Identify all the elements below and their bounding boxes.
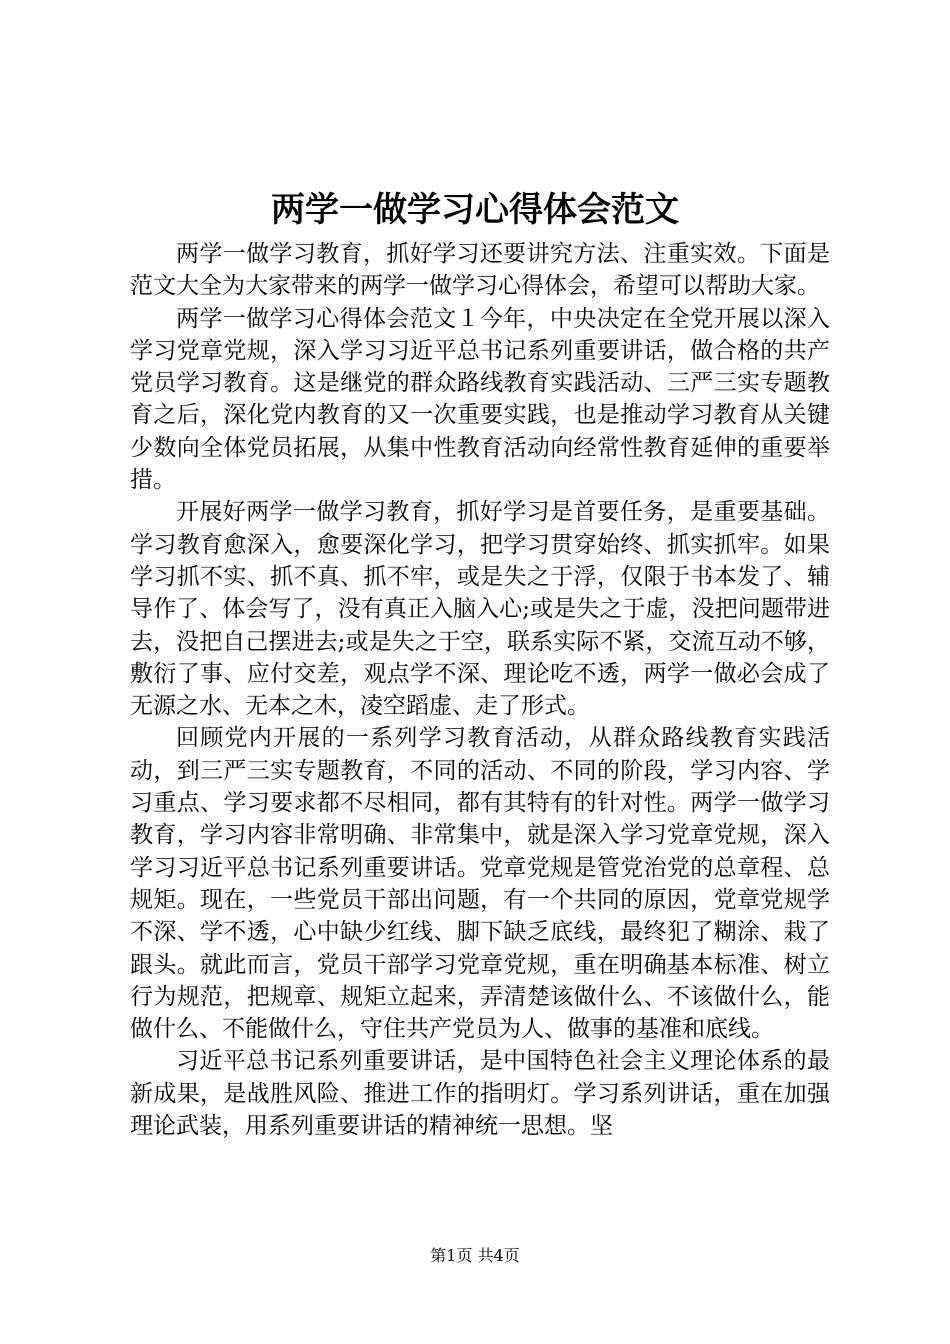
body-paragraph: 习近平总书记系列重要讲话，是中国特色社会主义理论体系的最新成果，是战胜风险、推进工作的指明灯。学习系列讲话，重在加强理论武装，用系列重要讲话的精神统一思想。坚 — [130, 1048, 830, 1140]
page-number-footer: 第1页 共4页 — [430, 1246, 520, 1265]
body-paragraph: 回顾党内开展的一系列学习教育活动，从群众路线教育实践活动，到三严三实专题教育，不同的活动、不同的阶段，学习内容、学习重点、学习要求都不尽相同，都有其特有的针对性。两学一做学习教育，学习内容非常明确、非常集中，就是深入学习党章党规，深入学习习近平总书记系列重要讲话。党章党规是管党治党的总章程、总规矩。现在，一些党员干部出问题，有一个共同的原因，党章党规学不深、学不透，心中缺少红线、脚下缺乏底线，最终犯了糊涂、栽了跟头。就此而言，党员干部学习党章党规，重在明确基本标准、树立行为规范，把规章、规矩立起来，弄清楚该做什么、不该做什么，能做什么、不能做什么，守住共产党员为人、做事的基准和底线。 — [130, 725, 830, 1043]
body-paragraph: 两学一做学习心得体会范文１今年，中央决定在全党开展以深入学习党章党规，深入学习习近平总书记系列重要讲话，做合格的共产党员学习教育。这是继党的群众路线教育实践活动、三严三实专题教育之后，深化党内教育的又一次重要实践，也是推动学习教育从关键少数向全体党员拓展，从集中性教育活动向经常性教育延伸的重要举措。 — [130, 305, 830, 494]
body-paragraph: 开展好两学一做学习教育，抓好学习是首要任务，是重要基础。学习教育愈深入，愈要深化学习，把学习贯穿始终、抓实抓牢。如果学习抓不实、抓不真、抓不牢，或是失之于浮，仅限于书本发了、辅导作了、体会写了，没有真正入脑入心;或是失之于虚，没把问题带进去，没把自己摆进去;或是失之于空，联系实际不紧，交流互动不够，敷衍了事、应付交差，观点学不深、理论吃不透，两学一做必会成了无源之水、无本之木，凌空蹈虚、走了形式。 — [130, 499, 830, 720]
document-body — [130, 238, 830, 1142]
document-title: 两学一做学习心得体会范文 — [271, 190, 679, 230]
body-paragraph: 两学一做学习教育，抓好学习还要讲究方法、注重实效。下面是范文大全为大家带来的两学一做学习心得体会，希望可以帮助大家。 — [130, 241, 830, 300]
